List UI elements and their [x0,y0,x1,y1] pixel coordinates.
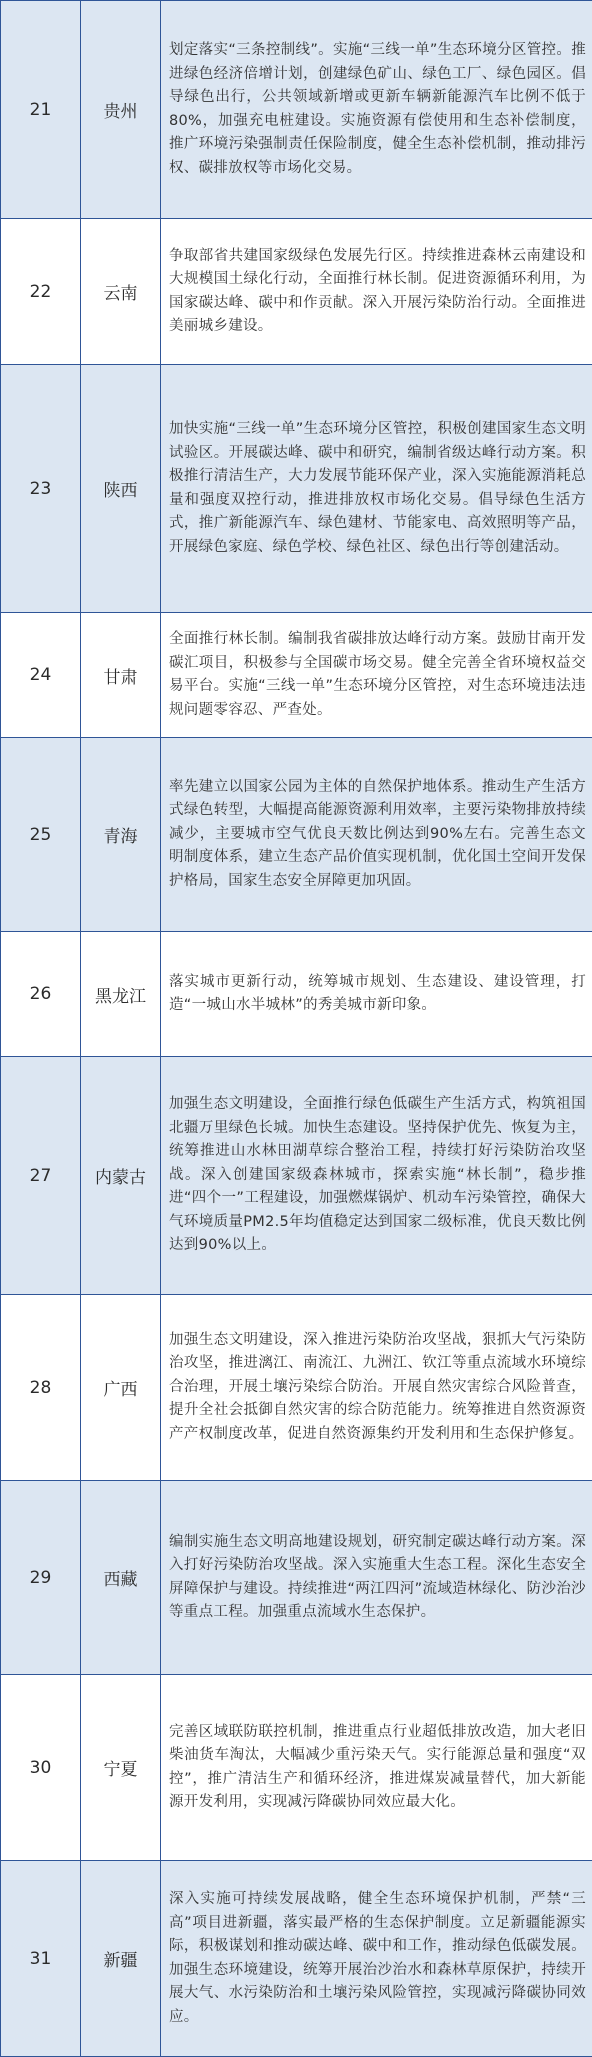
province-name: 内蒙古 [81,1057,161,1295]
province-name: 陕西 [81,365,161,613]
policy-text: 加快实施“三线一单”生态环境分区管控，积极创建国家生态文明试验区。开展碳达峰、碳中和研究，编制省级达峰行动方案。积极推行清洁生产，大力发展节能环保产业，深入实施能源消耗总量和强度双控行动，推进排放权市场化交易。倡导绿色生活方式，推广新能源汽车、绿色建材、节能家电、高效照明等产品，开展绿色家庭、绿色学校、绿色社区、绿色出行等创建活动。 [161,365,592,613]
policy-text: 编制实施生态文明高地建设规划，研究制定碳达峰行动方案。深入打好污染防治攻坚战。深入实施重大生态工程。深化生态安全屏障保护与建设。持续推进“两江四河”流域造林绿化、防沙治沙等重点工程。加强重点流域水生态保护。 [161,1481,592,1675]
province-name: 西藏 [81,1481,161,1675]
row-number: 23 [1,365,81,613]
table-row [1,1057,592,1295]
row-number: 28 [1,1295,81,1481]
row-number: 26 [1,932,81,1057]
province-name: 宁夏 [81,1675,161,1861]
row-number: 29 [1,1481,81,1675]
table-row [1,219,592,365]
province-name: 甘肃 [81,613,161,738]
province-name: 广西 [81,1295,161,1481]
province-name: 黑龙江 [81,932,161,1057]
row-number: 24 [1,613,81,738]
province-name: 新疆 [81,1861,161,2057]
policy-text: 加强生态文明建设，深入推进污染防治攻坚战，狠抓大气污染防治攻坚，推进漓江、南流江、九洲江、钦江等重点流域水环境综合治理，开展土壤污染综合防治。开展自然灾害综合风险普查，提升全社会抵御自然灾害的综合防范能力。统筹推进自然资源资产产权制度改革，促进自然资源集约开发利用和生态保护修复。 [161,1295,592,1481]
table-row [1,1,592,219]
row-number: 25 [1,738,81,932]
province-name: 云南 [81,219,161,365]
table-row [1,1675,592,1861]
province-name: 青海 [81,738,161,932]
policy-text: 落实城市更新行动，统筹城市规划、生态建设、建设管理，打造“一城山水半城林”的秀美城市新印象。 [161,932,592,1057]
row-number: 22 [1,219,81,365]
policy-text: 争取部省共建国家级绿色发展先行区。持续推进森林云南建设和大规模国土绿化行动，全面推行林长制。促进资源循环利用，为国家碳达峰、碳中和作贡献。深入开展污染防治行动。全面推进美丽城乡建设。 [161,219,592,365]
row-number: 27 [1,1057,81,1295]
province-name: 贵州 [81,1,161,219]
table-row [1,1295,592,1481]
policy-text: 划定落实“三条控制线”。实施“三线一单”生态环境分区管控。推进绿色经济倍增计划，创建绿色矿山、绿色工厂、绿色园区。倡导绿色出行，公共领域新增或更新车辆新能源汽车比例不低于80%，加强充电桩建设。实施资源有偿使用和生态补偿制度，推广环境污染强制责任保险制度，健全生态补偿机制，推动排污权、碳排放权等市场化交易。 [161,1,592,219]
policy-text: 率先建立以国家公园为主体的自然保护地体系。推动生产生活方式绿色转型，大幅提高能源资源利用效率，主要污染物排放持续减少，主要城市空气优良天数比例达到90%左右。完善生态文明制度体系，建立生态产品价值实现机制，优化国土空间开发保护格局，国家生态安全屏障更加巩固。 [161,738,592,932]
table-row [1,738,592,932]
table-row [1,1861,592,2057]
table-row [1,1481,592,1675]
row-number: 31 [1,1861,81,2057]
row-number: 21 [1,1,81,219]
policy-text: 深入实施可持续发展战略，健全生态环境保护机制，严禁“三高”项目进新疆，落实最严格的生态保护制度。立足新疆能源实际，积极谋划和推动碳达峰、碳中和工作，推动绿色低碳发展。加强生态环境建设，统筹开展治沙治水和森林草原保护，持续开展大气、水污染防治和土壤污染风险管控，实现减污降碳协同效应。 [161,1861,592,2057]
table-row [1,365,592,613]
table-row [1,932,592,1057]
policy-text: 完善区域联防联控机制，推进重点行业超低排放改造，加大老旧柴油货车淘汰，大幅减少重污染天气。实行能源总量和强度“双控”，推广清洁生产和循环经济，推进煤炭减量替代，加大新能源开发利用，实现减污降碳协同效应最大化。 [161,1675,592,1861]
policy-text: 全面推行林长制。编制我省碳排放达峰行动方案。鼓励甘南开发碳汇项目，积极参与全国碳市场交易。健全完善全省环境权益交易平台。实施“三线一单”生态环境分区管控，对生态环境违法违规问题零容忍、严查处。 [161,613,592,738]
policy-text: 加强生态文明建设，全面推行绿色低碳生产生活方式，构筑祖国北疆万里绿色长城。加快生态建设。坚持保护优先、恢复为主，统筹推进山水林田湖草综合整治工程，持续打好污染防治攻坚战。深入创建国家级森林城市，探索实施“林长制”，稳步推进“四个一”工程建设，加强燃煤锅炉、机动车污染管控，确保大气环境质量PM2.5年均值稳定达到国家二级标准，优良天数比例达到90%以上。 [161,1057,592,1295]
table-row [1,613,592,738]
row-number: 30 [1,1675,81,1861]
